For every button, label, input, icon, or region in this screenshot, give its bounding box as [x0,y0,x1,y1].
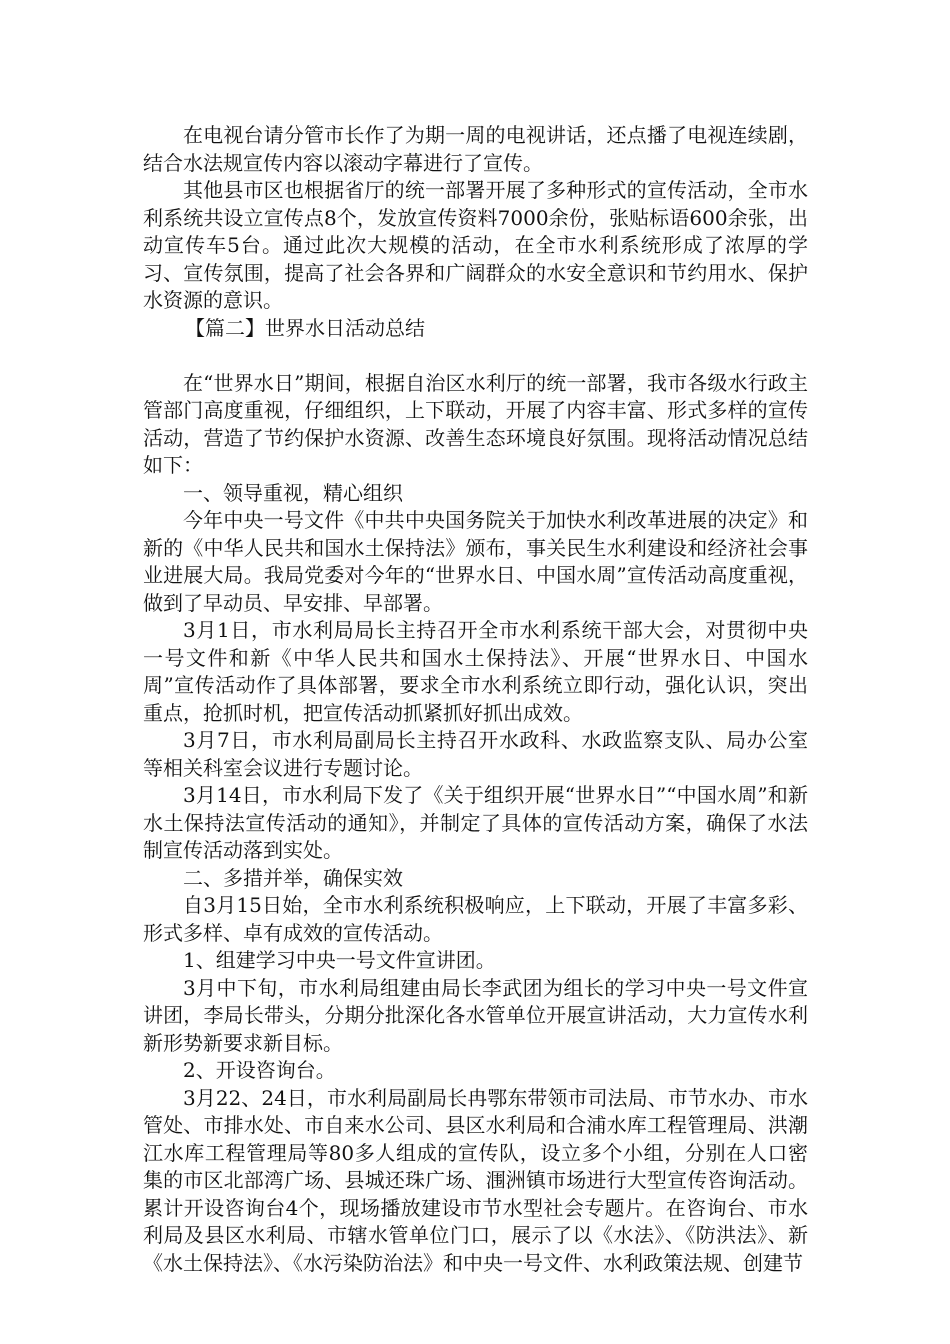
paragraph-county-activities: 其他县市区也根据省厅的统一部署开展了多种形式的宣传活动，全市水利系统共设立宣传点8个，发放宣传资料7000余份，张贴标语600余张，出动宣传车5台。通过此次大规模的活动，在全市水利系统形成了浓厚的学习、宣传氛围，提高了社会各界和广阔群众的水安全意识和节约用水、保护水资源的意识。 [143,178,808,312]
list-item-consultation-desk: 2、开设咨询台。 [183,1058,336,1082]
paragraph-introduction: 在“世界水日”期间，根据自治区水利厅的统一部署，我市各级水行政主管部门高度重视，仔细组织，上下联动，开展了内容丰富、形式多样的宣传活动，营造了节约保护水资源、改善生态环境良好氛围。现将活动情况总结如下： [143,370,808,477]
paragraph-march-1: 3月1日，市水利局局长主持召开全市水利系统干部大会，对贯彻中央一号文件和新《中华人民共和国水土保持法》、开展“世界水日、中国水周”宣传活动作了具体部署，要求全市水利系统立即行动，强化认识，突出重点，抢抓时机，把宣传活动抓紧抓好抓出成效。 [143,618,808,725]
paragraph-march-15: 自3月15日始，全市水利系统积极响应，上下联动，开展了丰富多彩、形式多样、卓有成效的宣传活动。 [143,893,808,945]
document-body [143,122,808,1277]
paragraph-march-22-24: 3月22、24日，市水利局副局长冉鄂东带领市司法局、市节水办、市水管处、市排水处、市自来水公司、县区水利局和合浦水库工程管理局、洪潮江水库工程管理局等80多人组成的宣传队，设立多个小组，分别在人口密集的市区北部湾广场、县城还珠广场、涠洲镇市场进行大型宣传咨询活动。累计开设咨询台4个，现场播放建设市节水型社会专题片。在咨询台、市水利局及县区水利局、市辖水管单位门口，展示了以《水法》、《防洪法》、新《水土保持法》、《水污染防治法》和中央一号文件、水利政策法规、创建节 [143,1085,808,1275]
paragraph-tv-publicity: 在电视台请分管市长作了为期一周的电视讲话，还点播了电视连续剧，结合水法规宣传内容以滚动字幕进行了宣传。 [143,123,808,175]
subheading-measures: 二、多措并举，确保实效 [183,865,403,890]
paragraph-mid-march: 3月中下旬，市水利局组建由局长李武团为组长的学习中央一号文件宣讲团，李局长带头，分期分批深化各水管单位开展宣讲活动，大力宣传水利新形势新要求新目标。 [143,975,808,1055]
paragraph-central-document: 今年中央一号文件《中共中央国务院关于加快水利改革进展的决定》和新的《中华人民共和国水土保持法》颁布，事关民生水利建设和经济社会事业进展大局。我局党委对今年的“世界水日、中国水周”宣传活动高度重视，做到了早动员、早安排、早部署。 [143,508,808,615]
paragraph-march-14: 3月14日，市水利局下发了《关于组织开展“世界水日”“中国水周”和新水土保持法宣传活动的通知》，并制定了具体的宣传活动方案，确保了水法制宣传活动落到实处。 [143,783,808,862]
section-heading-part-two: 【篇二】世界水日活动总结 [185,315,425,340]
subheading-leadership: 一、领导重视，精心组织 [183,480,403,505]
paragraph-march-7: 3月7日，市水利局副局长主持召开水政科、水政监察支队、局办公室等相关科室会议进行专题讨论。 [143,728,808,780]
list-item-lecture-group: 1、组建学习中央一号文件宣讲团。 [183,948,496,972]
